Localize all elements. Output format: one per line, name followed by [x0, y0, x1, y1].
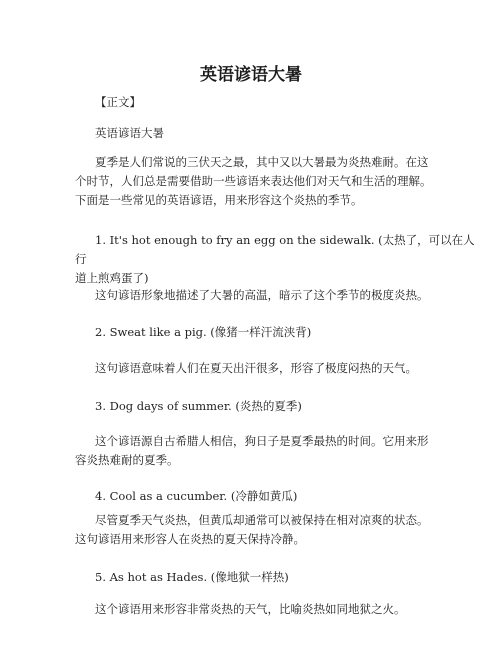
proverb-desc-3: 这个谚语源自古希腊人相信，狗日子是夏季最热的时间。它用来形 容炎热难耐的夏季。	[75, 434, 429, 467]
proverb-heading-5: 5. As hot as Hades. (像地狱一样热)	[95, 570, 289, 584]
proverb-desc-5: 这个谚语用来形容非常炎热的天气，比喻炎热如同地狱之火。	[95, 602, 406, 616]
proverb-heading-4: 4. Cool as a cucumber. (冷静如黄瓜)	[95, 489, 298, 503]
section-label: 【正文】	[95, 95, 141, 109]
proverb-desc-1: 这句谚语形象地描述了大暑的高温，暗示了这个季节的极度炎热。	[95, 288, 429, 302]
proverb-heading-1: 1. It's hot enough to fry an egg on the sidewalk. (太热了，可以在人行 道上煎鸡蛋了)	[75, 233, 475, 285]
page-title: 英语谚语大暑	[200, 65, 302, 85]
proverb-desc-4: 尽管夏季天气炎热，但黄瓜却通常可以被保持在相对凉爽的状态。 这句谚语用来形容人在炎热的夏天保持冷静。	[75, 513, 429, 546]
proverb-heading-2: 2. Sweat like a pig. (像猪一样汗流浃背)	[95, 325, 312, 339]
subtitle: 英语谚语大暑	[95, 126, 164, 140]
intro-paragraph: 夏季是人们常说的三伏天之最，其中又以大暑最为炎热难耐。在这 个时节，人们总是需要借助一些谚语来表达他们对天气和生活的理解。 下面是一些常见的英语谚语，用来形容这个炎热的季节。	[75, 155, 432, 207]
proverb-desc-2: 这句谚语意味着人们在夏天出汗很多，形容了极度闷热的天气。	[95, 361, 417, 375]
proverb-heading-3: 3. Dog days of summer. (炎热的夏季)	[95, 399, 302, 413]
